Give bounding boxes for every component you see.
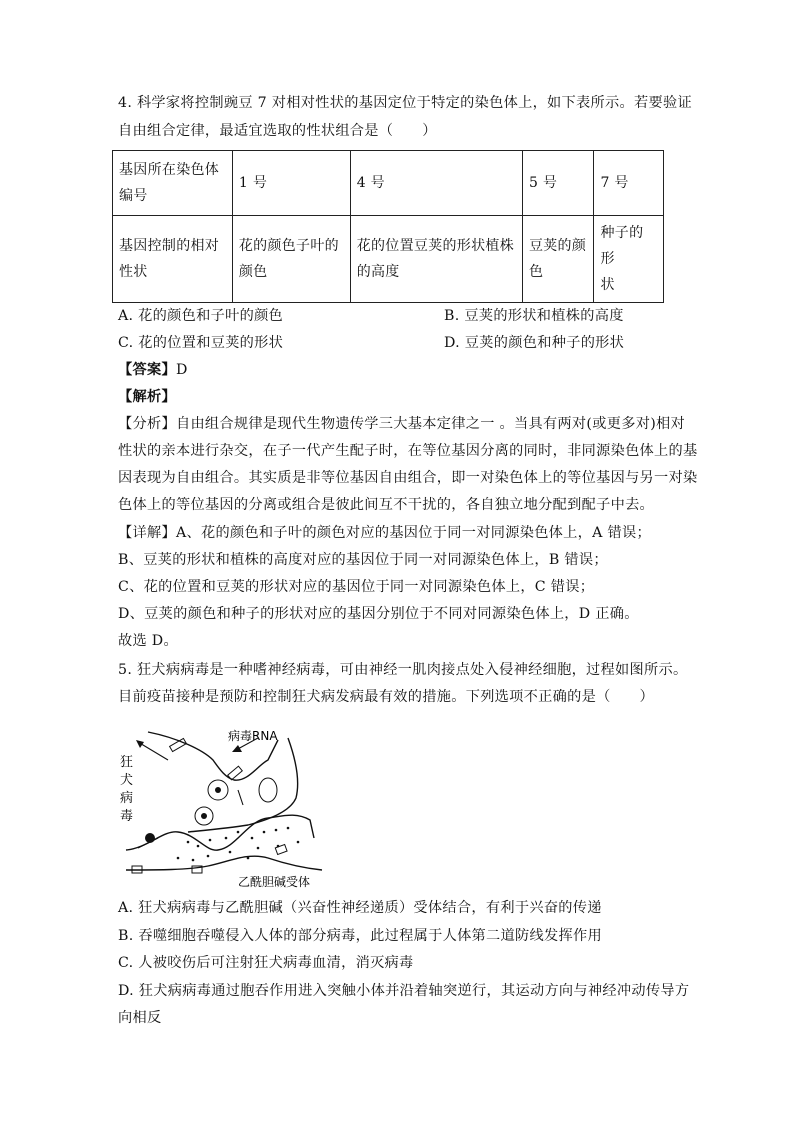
q4-option-b: B. 豆荚的形状和植株的高度: [444, 308, 624, 324]
q4-detail-line3: C、花的位置和豆荚的形状对应的基因位于同一对同源染色体上，C 错误；: [118, 579, 595, 595]
table-cell-trait1: 花的颜色子叶的 颜色: [232, 216, 350, 303]
arrow-head: [136, 740, 144, 748]
table-cell-trait7: 种子的形 状: [594, 216, 664, 303]
q5-option-b: B. 吞噬细胞吞噬侵入人体的部分病毒，此过程属于人体第二道防线发挥作用: [118, 928, 602, 944]
arrow-head: [232, 745, 242, 752]
q5-stem-line2: 目前疫苗接种是预防和控制狂犬病发病最有效的措施。下列选项不正确的是（ ）: [118, 689, 655, 705]
label-virus-4: 毒: [120, 809, 134, 824]
q4-option-d: D. 豆荚的颜色和种子的形状: [444, 335, 625, 351]
table-header-cell: 基因所在染色体 编号: [113, 151, 233, 216]
table-header-cell: 基因控制的相对 性状: [113, 216, 233, 303]
virus-particle: [201, 813, 207, 819]
q4-analysis-tag: 【解析】: [118, 389, 176, 405]
q4-detail-line2: B、豆荚的形状和植株的高度对应的基因位于同一对同源染色体上，B 错误；: [118, 552, 608, 568]
q4-fenxi-line2: 性状的亲本进行杂交，在子一代产生配子时，在等位基因分离的同时，非同源染色体上的基: [118, 443, 698, 459]
table-cell-chr4: 4 号: [350, 151, 522, 216]
vesicle: [259, 778, 277, 802]
table-cell-trait5: 豆荚的颜 色: [522, 216, 594, 303]
q4-option-a: A. 花的颜色和子叶的颜色: [118, 308, 284, 324]
label-rna: 病毒RNA: [228, 729, 278, 743]
label-receptor: 乙酰胆碱受体: [238, 875, 311, 888]
q5-option-d-line1: D. 狂犬病病毒通过胞吞作用进入突触小体并沿着轴突逆行，其运动方向与神经冲动传导方: [118, 983, 690, 999]
q5-option-c: C. 人被咬伤后可注射狂犬病毒血清，消灭病毒: [118, 955, 414, 971]
q4-option-c: C. 花的位置和豆荚的形状: [118, 335, 284, 351]
synapse-diagram: [118, 720, 338, 888]
q4-answer: 【答案】D: [118, 362, 188, 378]
q4-fenxi-line1: 【分析】自由组合规律是现代生物遗传学三大基本定律之一 。当具有两对(或更多对)相对: [118, 416, 686, 432]
q4-conclusion: 故选 D。: [118, 633, 178, 649]
table-cell-chr7: 7 号: [594, 151, 664, 216]
q4-stem-line2: 自由组合定律，最适宜选取的性状组合是（ ）: [118, 123, 437, 139]
table-cell-chr1: 1 号: [232, 151, 350, 216]
label-virus-2: 犬: [120, 773, 134, 788]
q5-option-a: A. 狂犬病病毒与乙酰胆碱（兴奋性神经递质）受体结合，有利于兴奋的传递: [118, 900, 602, 916]
q5-stem-line1: 5. 狂犬病病毒是一种嗜神经病毒，可由神经一肌肉接点处入侵神经细胞，过程如图所示。: [118, 662, 688, 678]
q4-fenxi-line4: 色体上的等位基因的分离或组合是彼此间互不干扰的，各自独立地分配到配子中去。: [118, 497, 655, 513]
virus-particle: [145, 833, 155, 843]
gene-table: [112, 150, 664, 303]
rna-segment: [228, 766, 243, 780]
postsynaptic-membrane-top: [126, 815, 314, 850]
q4-detail-line4: D、豆荚的颜色和种子的形状对应的基因分别位于不同对同源染色体上，D 正确。: [118, 606, 639, 622]
q4-fenxi-line3: 因表现为自由组合。其实质是非等位基因自由组合，即一对染色体上的等位基因与另一对染: [118, 470, 698, 486]
label-virus-3: 病: [120, 791, 134, 806]
arrow-line: [238, 790, 243, 805]
arrow-line: [138, 742, 168, 760]
label-virus-1: 狂: [120, 755, 134, 770]
table-row: [113, 216, 664, 303]
q4-stem-line1: 4. 科学家将控制豌豆 7 对相对性状的基因定位于特定的染色体上，如下表所示。若要验证: [118, 95, 692, 111]
q4-detail-line1: 【详解】A、花的颜色和子叶的颜色对应的基因位于同一对同源染色体上，A 错误；: [118, 525, 651, 541]
table-row: [113, 151, 664, 216]
virus-particle: [215, 787, 221, 793]
q5-option-d-line2: 向相反: [118, 1010, 162, 1026]
table-cell-trait4: 花的位置豆荚的形状植株 的高度: [350, 216, 522, 303]
postsynaptic-membrane-bottom: [126, 856, 322, 870]
table-cell-chr5: 5 号: [522, 151, 594, 216]
rabies-figure: [118, 720, 338, 888]
